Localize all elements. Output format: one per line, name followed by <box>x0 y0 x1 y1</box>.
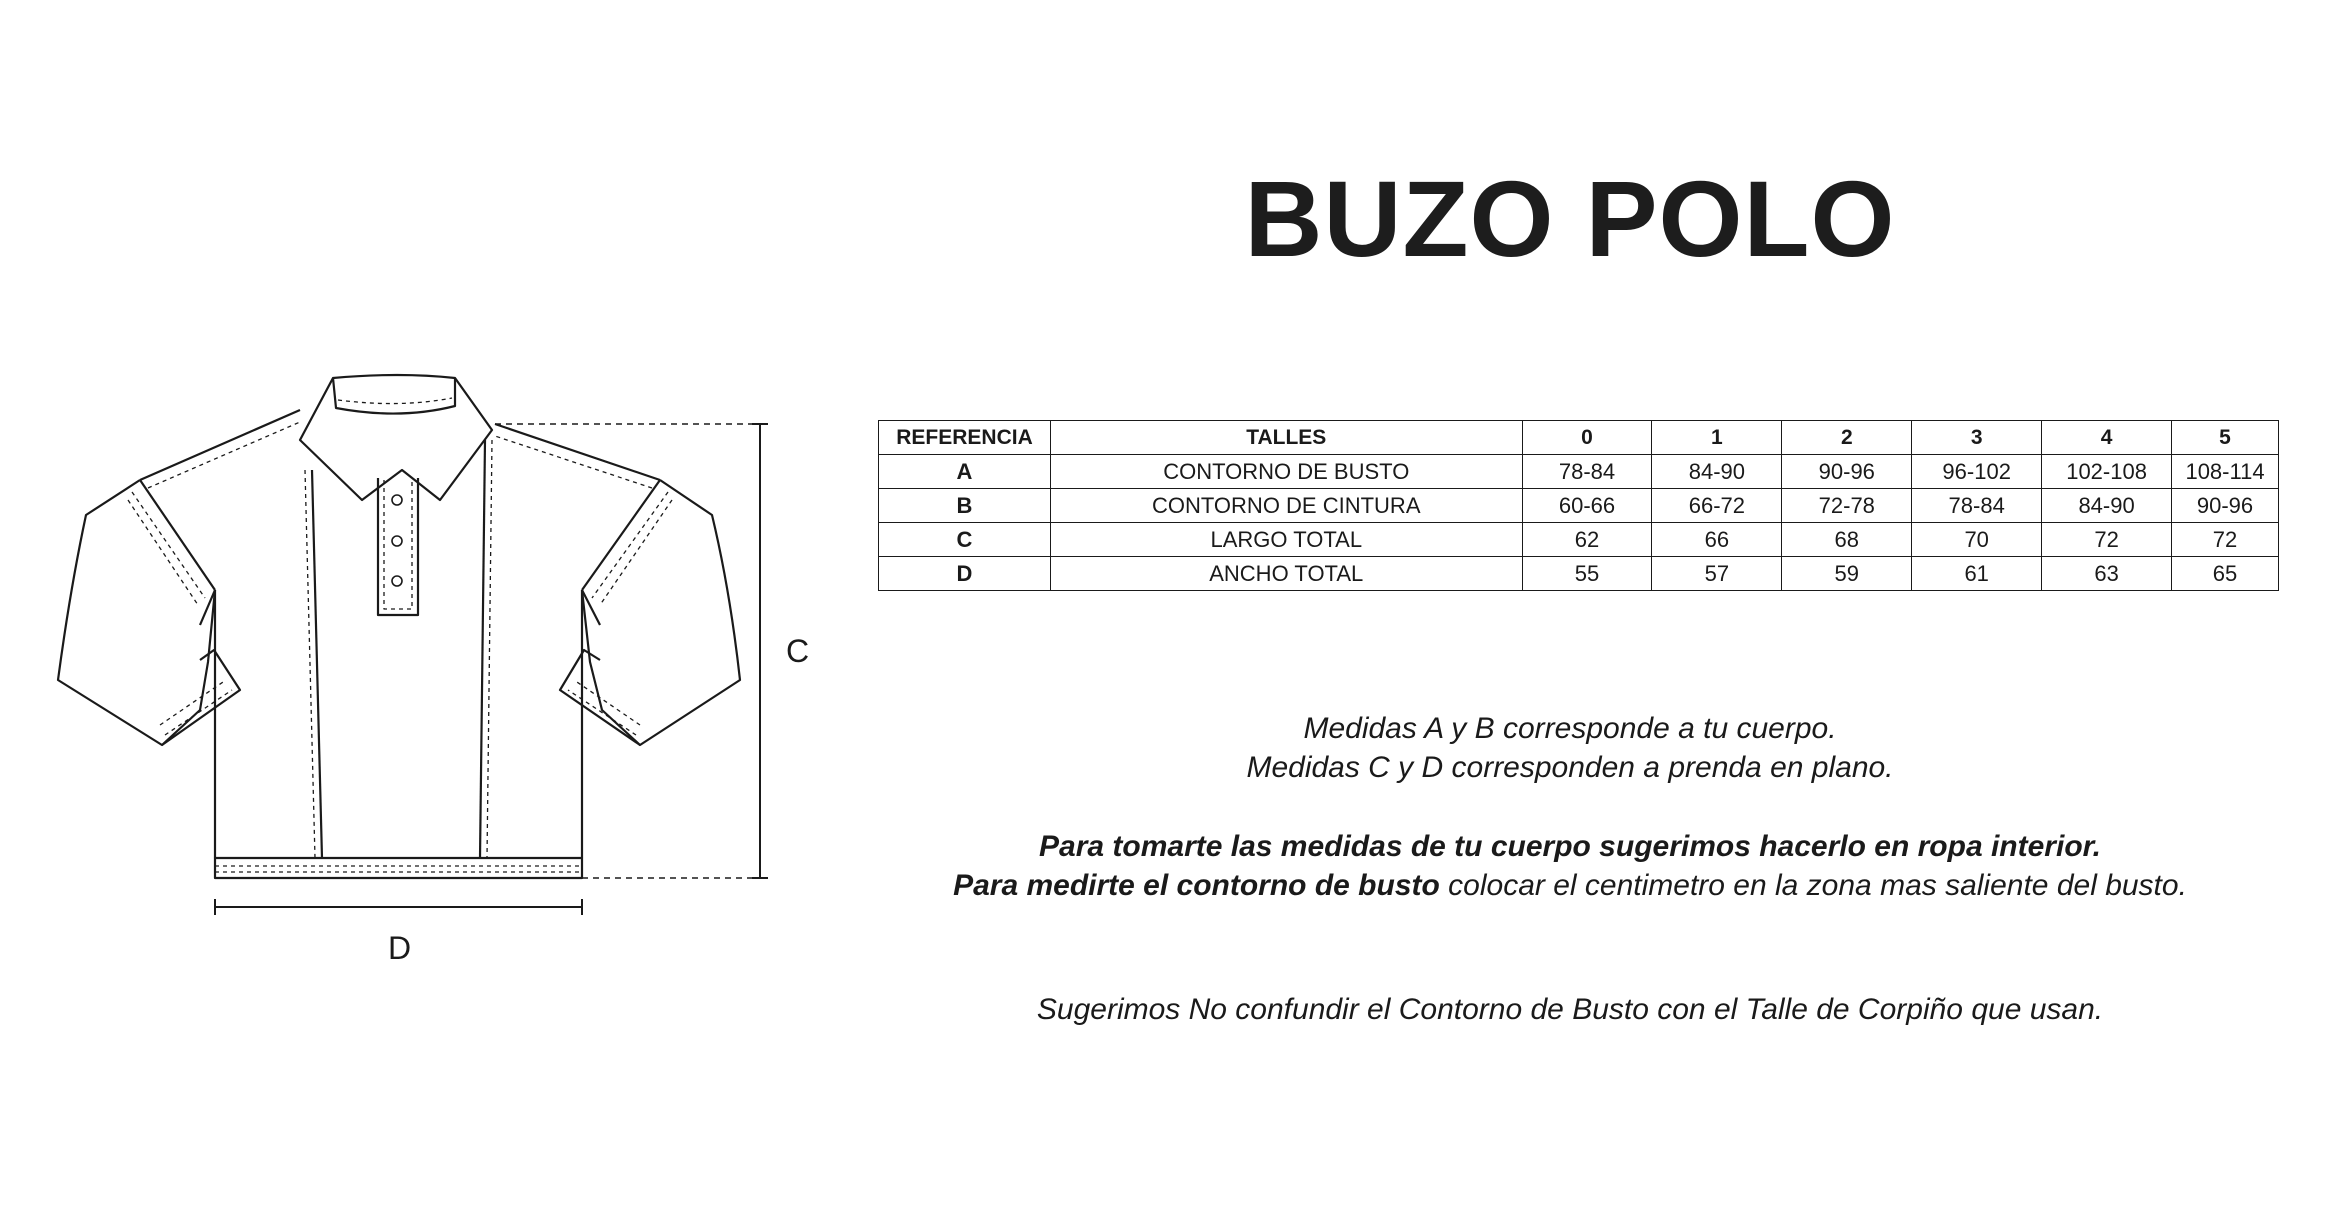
measurement-notes <box>900 709 2240 787</box>
note-line-3-text: Para tomarte las medidas de tu cuerpo sugerimos hacerlo en ropa interior. <box>1039 830 2101 863</box>
row-ref: C <box>879 523 1051 557</box>
cell-value: 90-96 <box>1782 455 1912 489</box>
polo-sweater-diagram <box>0 0 860 1000</box>
cell-value: 57 <box>1652 557 1782 591</box>
note-line-4 <box>900 866 2240 905</box>
table-row <box>879 489 2279 523</box>
cell-value: 78-84 <box>1522 455 1652 489</box>
header-size-5: 5 <box>2172 421 2279 455</box>
header-size-4: 4 <box>2042 421 2172 455</box>
measuring-instructions <box>900 827 2240 905</box>
cell-value: 63 <box>2042 557 2172 591</box>
row-talle: CONTORNO DE CINTURA <box>1050 489 1522 523</box>
header-size-2: 2 <box>1782 421 1912 455</box>
row-talle: CONTORNO DE BUSTO <box>1050 455 1522 489</box>
row-ref: B <box>879 489 1051 523</box>
bust-warning-note <box>900 990 2240 1029</box>
row-talle: ANCHO TOTAL <box>1050 557 1522 591</box>
note-line-5: Sugerimos No confundir el Contorno de Busto con el Talle de Corpiño que usan. <box>1036 993 2104 1026</box>
note-line-1: Medidas A y B corresponde a tu cuerpo. <box>1303 712 1837 745</box>
cell-value: 55 <box>1522 557 1652 591</box>
cell-value: 102-108 <box>2042 455 2172 489</box>
size-table <box>878 420 2279 591</box>
cell-value: 90-96 <box>2172 489 2279 523</box>
cell-value: 72 <box>2172 523 2279 557</box>
dimension-label-c: C <box>786 633 810 669</box>
cell-value: 66 <box>1652 523 1782 557</box>
cell-value: 84-90 <box>2042 489 2172 523</box>
note-line-2: Medidas C y D corresponden a prenda en plano. <box>1246 751 1894 784</box>
header-talles: TALLES <box>1050 421 1522 455</box>
cell-value: 66-72 <box>1652 489 1782 523</box>
note-line-3 <box>900 827 2240 866</box>
row-ref: D <box>879 557 1051 591</box>
cell-value: 72-78 <box>1782 489 1912 523</box>
cell-value: 96-102 <box>1912 455 2042 489</box>
note-line-4-bold: Para medirte el contorno de busto <box>953 869 1440 902</box>
header-referencia: REFERENCIA <box>879 421 1051 455</box>
cell-value: 72 <box>2042 523 2172 557</box>
table-row <box>879 455 2279 489</box>
cell-value: 61 <box>1912 557 2042 591</box>
header-size-1: 1 <box>1652 421 1782 455</box>
cell-value: 108-114 <box>2172 455 2279 489</box>
row-ref: A <box>879 455 1051 489</box>
cell-value: 70 <box>1912 523 2042 557</box>
table-header-row <box>879 421 2279 455</box>
dimension-label-d: D <box>388 930 412 966</box>
table-row <box>879 523 2279 557</box>
table-row <box>879 557 2279 591</box>
header-size-0: 0 <box>1522 421 1652 455</box>
cell-value: 59 <box>1782 557 1912 591</box>
cell-value: 60-66 <box>1522 489 1652 523</box>
page-title: BUZO POLO <box>1244 158 1896 279</box>
row-talle: LARGO TOTAL <box>1050 523 1522 557</box>
cell-value: 84-90 <box>1652 455 1782 489</box>
cell-value: 78-84 <box>1912 489 2042 523</box>
cell-value: 62 <box>1522 523 1652 557</box>
cell-value: 65 <box>2172 557 2279 591</box>
header-size-3: 3 <box>1912 421 2042 455</box>
cell-value: 68 <box>1782 523 1912 557</box>
note-line-4-rest: colocar el centimetro en la zona mas saliente del busto. <box>1439 869 2187 902</box>
